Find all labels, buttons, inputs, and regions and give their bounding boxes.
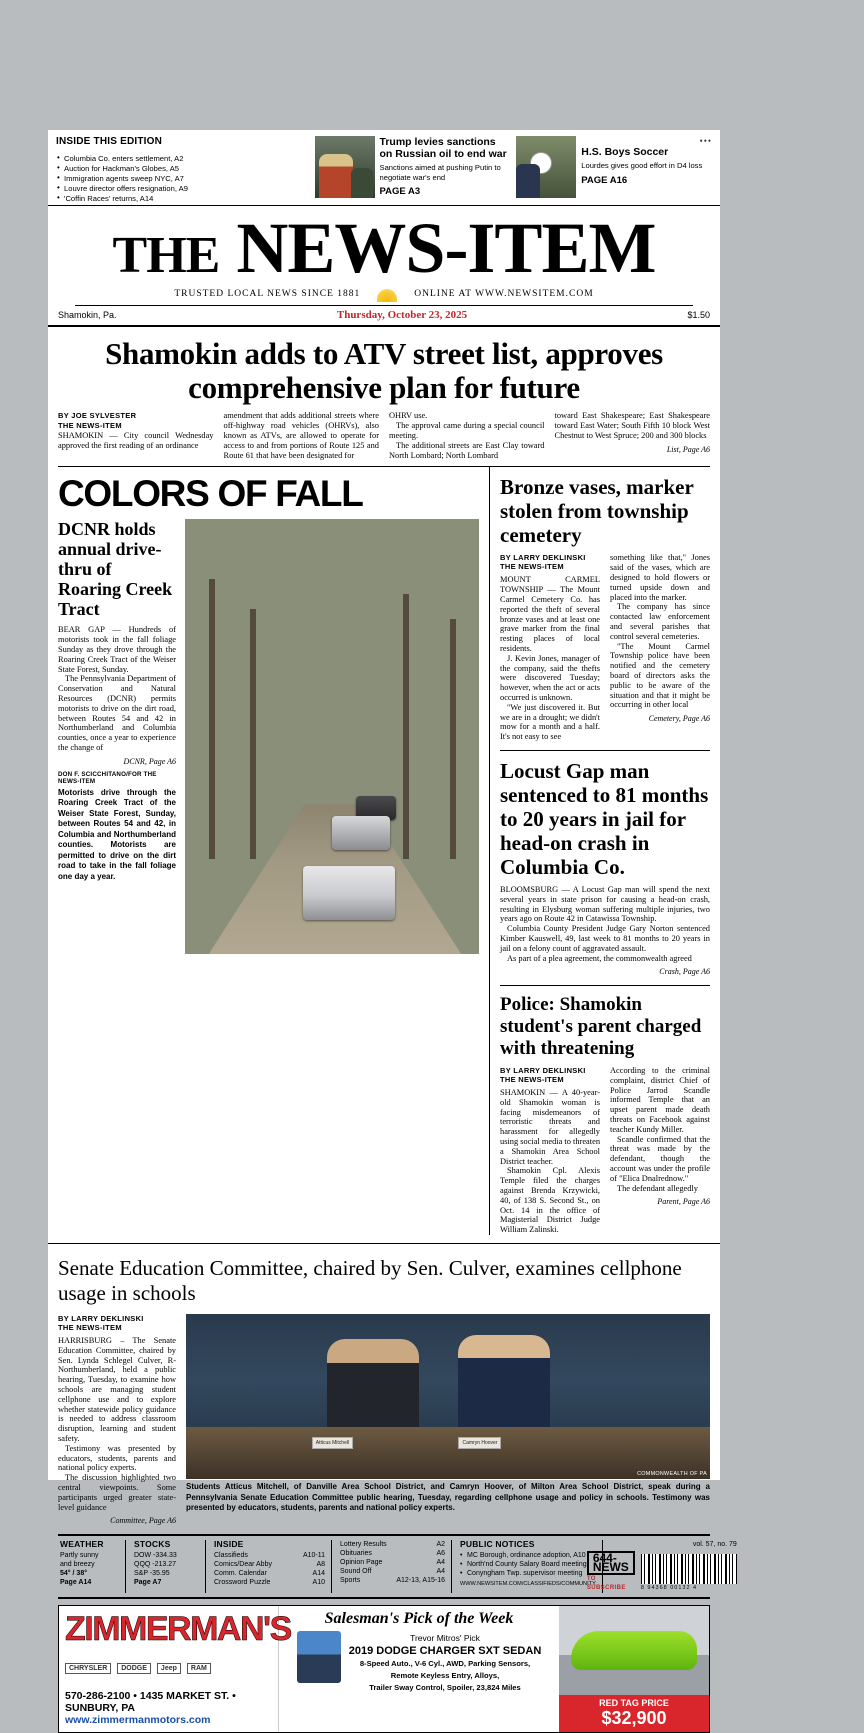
paragraph: The discussion highlighted two central viewpoints. Some participants urged greater state-level guidance (58, 1473, 176, 1512)
byline-org: THE NEWS-ITEM (58, 421, 122, 431)
paragraph: SHAMOKIN — City council Wednesday approved the first reading of an ordinance (58, 430, 214, 450)
nameplate-2: Camryn Hoover (458, 1437, 501, 1449)
price-tag (559, 1695, 709, 1732)
price-tag-value: $32,900 (601, 1708, 667, 1729)
subscribe-label[interactable]: TO SUBSCRIBE (586, 1576, 626, 1592)
index-page: A12-13, A15-16 (396, 1577, 445, 1585)
colors-of-fall-kicker: COLORS OF FALL (58, 473, 363, 515)
paragraph: "We just discovered it. But we are in a drought; we didn't mow for a month and a half. It's not easy to see (500, 702, 600, 742)
locust-body (500, 885, 710, 977)
index-page: A2 (436, 1541, 445, 1549)
paragraph: As part of a plea agreement, the commonwealth agreed (507, 953, 692, 963)
index-page: A10-11 (302, 1552, 325, 1560)
list-item[interactable]: • Louvre director offers resignation, A9 (56, 184, 309, 194)
paragraph: The defendant allegedly (617, 1183, 698, 1193)
index-label: Classifieds (214, 1552, 248, 1560)
stocks-title: STOCKS (134, 1539, 171, 1550)
inside-index-col1[interactable] (214, 1540, 332, 1593)
notice-item[interactable]: • Conyngham Twp. supervisor meeting (460, 1569, 596, 1578)
paper-name-the: THE (112, 227, 220, 284)
paper-name (48, 208, 720, 288)
ad-pick-panel (279, 1606, 559, 1732)
ad-dealer-panel (59, 1606, 291, 1732)
teaser-strip (48, 130, 720, 206)
lead-story (48, 327, 720, 467)
paragraph: SHAMOKIN — A 40-year-old Shamokin woman is facing misdemeanors of terroristic threats and harassment for allegedly using social media to threaten a Shamokin Area School District teacher. (500, 1088, 601, 1166)
jump-line[interactable]: Committee, Page A6 (110, 1516, 176, 1526)
photo-credit: COMMONWEALTH OF PA (637, 1471, 707, 1478)
paragraph: The company has since contacted law enforcement and several parishes that control several cemeteries. (610, 602, 710, 641)
city-label: Shamokin, Pa. (58, 310, 117, 321)
jump-line[interactable]: List, Page A6 (666, 444, 710, 454)
paragraph: toward East Shakespeare; East Shakespeare toward East Water; South Fifth 10 block West Chestnut to West Spruce; 200 and 300 blocks (554, 411, 710, 440)
divider (500, 985, 710, 986)
list-item[interactable]: • Auction for Hackman's Globes, A5 (56, 164, 309, 174)
teaser-story-trump[interactable] (315, 136, 511, 201)
weather-box[interactable] (60, 1540, 126, 1593)
public-notices-title: PUBLIC NOTICES (460, 1539, 535, 1550)
senate-hearing-photo (186, 1314, 710, 1479)
index-label: Opinion Page (340, 1559, 383, 1567)
dateline-bar (48, 306, 720, 327)
index-label: Lottery Results (340, 1541, 387, 1549)
teaser-subhead: Sanctions aimed at pushing Putin to negotiate war's end (379, 163, 501, 182)
index-label: Obituaries (340, 1550, 372, 1558)
senate-story (48, 1243, 720, 1526)
notice-item[interactable]: • MC Borough, ordinance adoption, A10 (460, 1551, 596, 1560)
barcode-icon (641, 1554, 737, 1584)
index-bar (58, 1534, 737, 1599)
fall-story (58, 519, 479, 954)
chrysler-logo: CHRYSLER (65, 1663, 111, 1674)
pick-title: Salesman's Pick of the Week (324, 1610, 514, 1628)
masthead (48, 206, 720, 306)
cemetery-body-col1 (500, 575, 600, 742)
dealer-advertisement[interactable] (58, 1605, 710, 1733)
newspaper-front-page (48, 130, 737, 1729)
senate-body (58, 1336, 176, 1526)
inside-list (56, 154, 309, 204)
fall-body (58, 625, 176, 766)
inside-index-col2[interactable] (340, 1540, 452, 1593)
notice-item[interactable]: • North'nd County Salary Board meeting (460, 1560, 596, 1569)
lead-body (58, 411, 710, 467)
cemetery-headline: Bronze vases, marker stolen from township cemetery (500, 475, 694, 548)
masthead-taglines (75, 286, 693, 306)
cemetery-story (500, 475, 710, 742)
jump-line[interactable]: DCNR, Page A6 (123, 756, 176, 766)
weather-line1: Partly sunny (60, 1552, 99, 1560)
index-label: Comm. Calendar (214, 1570, 267, 1578)
vehicle-photo (559, 1606, 709, 1695)
dodge-logo: DODGE (117, 1663, 151, 1674)
index-page: A10 (312, 1579, 325, 1587)
vehicle-name: 2019 DODGE CHARGER SXT SEDAN (348, 1645, 542, 1658)
stocks-page[interactable]: Page A7 (134, 1579, 162, 1587)
photo-cutline: Motorists drive through the Roaring Creek Tract of the Weiser State Forest, Sunday, between Routes 54 and 42, in Columbia and Northumberland counties. Motorists are permitted to drive on the dirt road to take in the fall foliage one day a year. (58, 787, 176, 881)
police-headline: Police: Shamokin student's parent charged with threatening (500, 994, 702, 1060)
teaser-subhead: Lourdes gives good effort in D4 loss (581, 161, 703, 170)
index-label: Comics/Dear Abby (214, 1561, 272, 1569)
cemetery-body-col2 (610, 553, 710, 724)
weather-page[interactable]: Page A14 (60, 1579, 92, 1587)
jump-line[interactable]: Crash, Page A6 (659, 967, 710, 977)
divider (500, 750, 710, 751)
paragraph: The approval came during a special council meeting. (389, 421, 545, 440)
teaser-page-ref[interactable]: PAGE A3 (379, 186, 421, 197)
paragraph: J. Kevin Jones, manager of the company, said the thefts were discovered Tuesday; however, when the act or acts occurred is unknown. (500, 653, 600, 702)
teaser-page-ref[interactable]: PAGE A16 (581, 174, 628, 186)
byline: BY LARRY DEKLINSKI (58, 1314, 144, 1324)
paper-name-main: NEWS-ITEM (236, 208, 656, 288)
inside-title: INSIDE THIS EDITION (56, 136, 163, 147)
teaser-photo-firefighter (315, 136, 375, 198)
photo-credit: DON F. SCICCHITANO/FOR THE NEWS-ITEM (58, 770, 157, 785)
vehicle-spec-3: Trailer Sway Control, Spoiler, 23,824 Miles (369, 1683, 521, 1693)
jeep-logo: Jeep (157, 1663, 181, 1674)
inside-index-title: INSIDE (214, 1539, 244, 1550)
nameplate-1: Atticus Mitchell (312, 1437, 353, 1449)
teaser-photo-soccer (516, 136, 576, 198)
byline-org: THE NEWS-ITEM (58, 1323, 122, 1333)
list-item[interactable]: • Columbia Co. enters settlement, A2 (56, 154, 309, 164)
locust-headline: Locust Gap man sentenced to 81 months to 20 years in jail for head-on crash in Columbia Co. (500, 758, 709, 879)
vehicle-spec-1: 8-Speed Auto., V-6 Cyl., AWD, Parking Sensors, (359, 1659, 531, 1669)
paragraph: amendment that adds additional streets where off-highway road vehicles (OHRVs), also known as ATVs, are allowed to operate for access to and from portions of Route 125 and Route 61 that have been designated for (223, 411, 379, 460)
public-notices-box[interactable] (460, 1540, 603, 1593)
index-page: A8 (316, 1561, 325, 1569)
index-page: A14 (312, 1570, 325, 1578)
salesman-name: Trevor Mitros' Pick (410, 1633, 480, 1644)
list-item[interactable]: • Immigration agents sweep NYC, A7 (56, 174, 309, 184)
paragraph: OHRV use. (389, 411, 428, 421)
brand-logos (65, 1663, 272, 1674)
ram-logo: RAM (187, 1663, 211, 1674)
left-column (58, 467, 490, 1235)
stock-row: S&P -35.95 (134, 1570, 170, 1578)
dealer-contact[interactable] (65, 1690, 272, 1726)
byline-org: THE NEWS-ITEM (500, 1075, 564, 1085)
ad-vehicle-panel (559, 1606, 709, 1732)
photo-cutline: Students Atticus Mitchell, of Danville Area School District, and Camryn Hoover, of Milton Area School District, speak during a Pennsylvania Senate Education Committee public hearing, Tuesday, regarding cellphone usage and policy in schools. Testimony was presented by educators, students, parents and national policy experts. (186, 1482, 710, 1513)
police-story (500, 994, 710, 1235)
subscribe-barcode-box (586, 1540, 743, 1593)
jump-line[interactable]: Cemetery, Page A6 (648, 714, 710, 724)
paragraph: Columbia County President Judge Gary Norton sentenced Kimber Kauswell, 49, last week to 81 months to 20 years in jail on a felony count of aggravated assault. (500, 924, 710, 953)
jump-line[interactable]: Parent, Page A6 (657, 1197, 710, 1207)
dealer-name: ZIMMERMAN'S (65, 1610, 291, 1649)
weather-title: WEATHER (60, 1539, 104, 1550)
police-body-col2 (610, 1066, 710, 1207)
paragraph: Scandle confirmed that the threat was made by the defendant, though the account was under the profile of "Elica Dnalrednow." (610, 1134, 710, 1183)
fall-foliage-photo (185, 519, 479, 954)
tagline-left: TRUSTED LOCAL NEWS SINCE 1881 (174, 289, 361, 300)
byline: BY LARRY DEKLINSKI (500, 1066, 586, 1076)
paragraph: HARRISBURG – The Senate Education Committee, chaired by Sen. Lynda Schlegel Culver, R-Northumberland, held a public hearing, Tuesday, to examine how schools are managing student cellphone use and to explore whether statewide policy guidance is needed to address classroom disruption, learning and student safety. (58, 1336, 176, 1444)
index-label: Crossword Puzzle (214, 1579, 271, 1587)
senate-headline: Senate Education Committee, chaired by Sen. Culver, examines cellphone usage in schools (58, 1256, 682, 1306)
price-label: $1.50 (687, 310, 710, 321)
barcode-number: 8 94368 00132 4 (640, 1584, 698, 1591)
police-body-col1 (500, 1088, 600, 1235)
dealer-phone-address[interactable]: 570-286-2100 • 1435 MARKET ST. • SUNBURY, PA (65, 1690, 236, 1715)
byline: BY JOE SYLVESTER (58, 411, 137, 421)
paragraph: MOUNT CARMEL TOWNSHIP — The Mount Carmel Cemetery Co. has reported the theft of several bronze vases and at least one grave marker from the final resting places of local residents. (500, 575, 600, 653)
index-label: Sports (340, 1577, 361, 1585)
weather-line2: and breezy (60, 1561, 95, 1569)
paragraph: According to the criminal complaint, district Chief of Police Jarrod Scandle informed Temple that an upset parent made death threats on Facebook against teacher Kundy Miller. (610, 1066, 710, 1134)
byline: BY LARRY DEKLINSKI (500, 553, 586, 563)
lead-headline: Shamokin adds to ATV street list, approves comprehensive plan for future (105, 336, 663, 406)
stocks-box[interactable] (134, 1540, 206, 1593)
notices-url[interactable]: WWW.NEWSITEM.COM/CLASSIFIEDS/COMMUNITY (460, 1581, 596, 1588)
paragraph: Shamokin Cpl. Alexis Temple filed the charges against Brenda Krzywicki, 40, of 138 S. Second St., on Oct. 14 in the office of Magisterial District Judge William Zalinski. (500, 1166, 600, 1235)
paragraph: BLOOMSBURG — A Locust Gap man will spend the next several years in state prison for causing a head-on crash, resulting in Elysburg woman suffering multiple injuries, two years ago on Route 42 in Catawissa Township. (500, 884, 710, 924)
teaser-story-soccer[interactable] (516, 136, 712, 201)
more-dots-icon: ••• (699, 136, 713, 146)
tagline-right: ONLINE AT WWW.NEWSITEM.COM (414, 289, 594, 300)
inside-this-edition (56, 136, 309, 201)
teaser-headline: H.S. Boys Soccer (581, 146, 669, 158)
index-page: A4 (436, 1568, 445, 1576)
sun-icon (370, 286, 404, 302)
paragraph: something like that," Jones said of the vases, which are designed to hold flowers or turned upside down and placed into the marker. (610, 553, 710, 602)
stock-row: QQQ -213.27 (134, 1561, 177, 1569)
stock-row: DOW -334.33 (134, 1552, 177, 1560)
teaser-headline: Trump levies sanctions on Russian oil to end war (379, 136, 507, 160)
right-column (490, 467, 710, 1235)
price-tag-label: RED TAG PRICE (599, 1698, 669, 1709)
index-page: A4 (436, 1559, 445, 1567)
vehicle-spec-2: Remote Keyless Entry, Alloys, (390, 1671, 500, 1681)
list-item[interactable]: • 'Coffin Races' returns, A14 (56, 194, 309, 204)
paragraph: BEAR GAP — Hundreds of motorists took in the fall foliage Sunday as they drove through the Roaring Creek Tract of the Weiser State Forest, Sunday. (58, 625, 176, 674)
volume-number: vol. 57, no. 79 (692, 1541, 737, 1549)
call-number[interactable]: 644-NEWS (587, 1551, 635, 1575)
index-label: Sound Off (340, 1568, 372, 1576)
dealer-url[interactable]: www.zimmermanmotors.com (65, 1714, 211, 1727)
index-page: A6 (436, 1550, 445, 1558)
paragraph: The Pennsylvania Department of Conservation and Natural Resources (DCNR) permits motorists to drive on the dirt road, between Routes 54 and 42 in Northumberland and Columbia counties, once a year to experience the change of (58, 674, 176, 752)
issue-date: Thursday, October 23, 2025 (336, 309, 468, 322)
salesman-photo (297, 1631, 341, 1683)
byline-org: THE NEWS-ITEM (500, 562, 564, 572)
paragraph: Testimony was presented by educators, students, parents and national policy experts. (58, 1443, 176, 1473)
fall-headline: DCNR holds annual drive-thru of Roaring Creek Tract (58, 519, 173, 620)
paragraph: The additional streets are East Clay toward North Lombard; North Lombard (389, 440, 545, 460)
main-body (48, 467, 720, 1235)
weather-temps: 54° / 38° (60, 1570, 88, 1578)
locust-gap-story (500, 759, 710, 977)
paragraph: "The Mount Carmel Township police have been notified and the cemetery board of directors asks the public to be aware of the situation and that it might be occurring in other local (610, 641, 710, 710)
